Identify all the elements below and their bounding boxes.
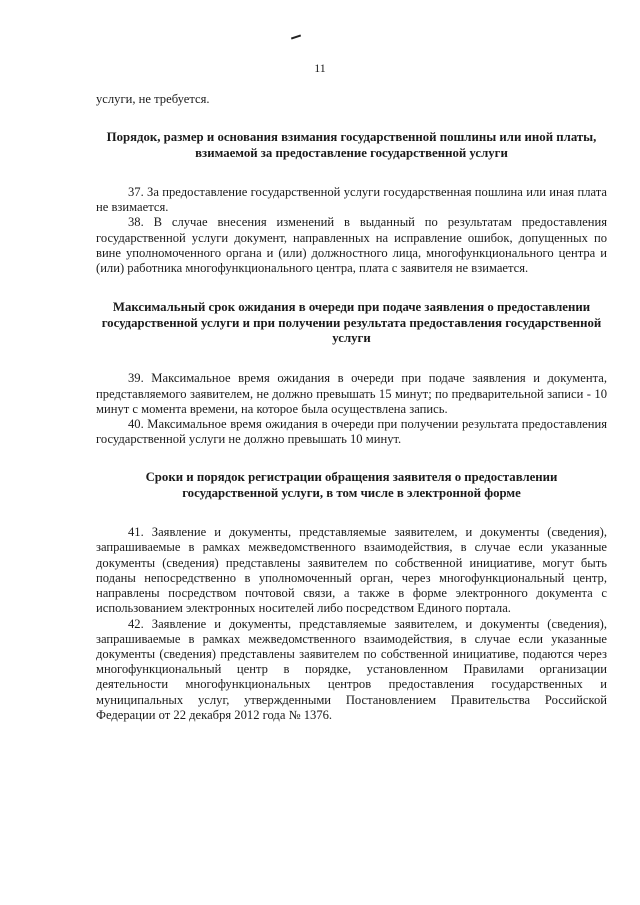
- section-heading-registration: [96, 470, 607, 501]
- paragraph-38: 38. В случае внесения изменений в выданный по результатам предоставления государственной услуги документ, направленных на исправление ошибок, допущенных по вине уполномоченного органа и (или) должностного лица, многофункционального центра и (или) работника многофункционального центра, плата с заявителя не взимается.: [96, 215, 607, 276]
- scan-mark: [291, 35, 301, 40]
- heading-registration-text: Сроки и порядок регистрации обращения заявителя о предоставлении государственной услуги, в том числе в электронной форме: [145, 470, 558, 500]
- document-body: [96, 92, 607, 723]
- paragraph-39: 39. Максимальное время ожидания в очереди при подаче заявления и документа, представляемого заявителем, не должно превышать 15 минут; по предварительной записи - 10 минут с момента времени, на которое была осуществлена запись.: [96, 371, 607, 416]
- paragraph-41: 41. Заявление и документы, представляемые заявителем, и документы (сведения), запрашиваемые в рамках межведомственного взаимодействия, в случае если указанные документы (сведения) представлены заявителем по собственной инициативе, могут быть поданы непосредственно в уполномоченный орган, через многофункциональный центр, направлены посредством почтовой связи, а также в форме электронного документа с использованием электронных носителей либо посредством Единого портала.: [96, 525, 607, 616]
- paragraph-42: 42. Заявление и документы, представляемые заявителем, и документы (сведения), запрашиваемые в рамках межведомственного взаимодействия, в случае если указанные документы (сведения) представлены заявителем по собственной инициативе, подаются через многофункциональный центр в порядке, установленном Правилами организации деятельности многофункциональных центров предоставления государственных и муниципальных услуг, утвержденными Постановлением Правительства Российской Федерации от 22 декабря 2012 года № 1376.: [96, 616, 607, 722]
- heading-fees-text: Порядок, размер и основания взимания государственной пошлины или иной платы, взимаемой за предоставление государственной услуги: [106, 130, 597, 160]
- paragraph-continuation: услуги, не требуется.: [96, 92, 210, 106]
- heading-queue-text: Максимальный срок ожидания в очереди при подаче заявления о предоставлении государственной услуги и при получении результата предоставления государственной услуги: [101, 300, 602, 346]
- section-heading-queue: [96, 300, 607, 346]
- paragraph-40: 40. Максимальное время ожидания в очереди при получении результата предоставления государственной услуги не должно превышать 10 минут.: [96, 417, 607, 447]
- section-heading-fees: [96, 130, 607, 161]
- page-number: 11: [314, 61, 326, 75]
- paragraph-37: 37. За предоставление государственной услуги государственная пошлина или иная плата не взимается.: [96, 185, 607, 215]
